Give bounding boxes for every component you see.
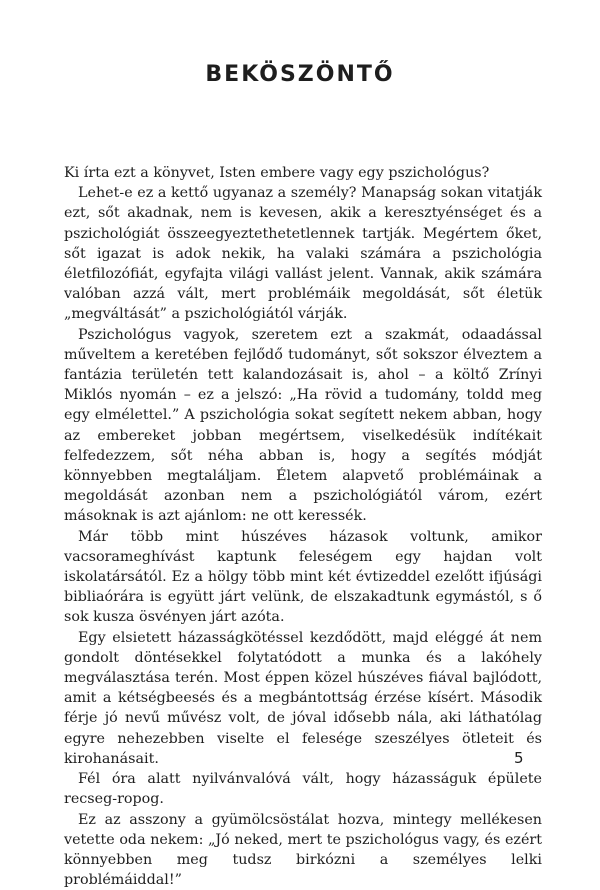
paragraph: Ez az asszony a gyümölcsöstálat hozva, mintegy mellékesen vetette oda nekem: „Jó neked, mert te pszichológus vagy, és ezért könnyebben meg tudsz birkózni a személyes lelki problémáiddal!” (64, 810, 542, 890)
chapter-title: BEKÖSZÖNTŐ (0, 62, 600, 87)
page-number: 5 (514, 749, 524, 767)
paragraph: Ki írta ezt a könyvet, Isten embere vagy egy pszichológus? (64, 163, 542, 183)
paragraph: Fél óra alatt nyilvánvalóvá vált, hogy házasságuk épülete recseg-ropog. (64, 769, 542, 809)
paragraph: Lehet-e ez a kettő ugyanaz a személy? Manapság sokan vitatják ezt, sőt akadnak, nem is kevesen, akik a keresztyénséget és a pszichológiát összeegyeztethetetlennek tartják. Megértem őket, sőt igazat is adok nekik, ha valaki számára a pszichológia életfilozófiát, egyfajta világi vallást jelent. Vannak, akik számára valóban azzá vált, mert problémáik megoldását, sőt életük „megváltását” a pszichológiától várják. (64, 183, 542, 324)
paragraph: Egy elsietett házasságkötéssel kezdődött, majd eléggé át nem gondolt döntésekkel folytatódott a munka és a lakóhely megválasztása terén. Most éppen közel húszéves fiával bajlódott, amit a kétségbeesés és a megbántottság érzése kísért. Második férje jó nevű művész volt, de jóval idősebb nála, aki láthatólag egyre nehezebben viselte el felesége szeszélyes ötleteit és kirohanásait. (64, 628, 542, 769)
paragraph: Pszichológus vagyok, szeretem ezt a szakmát, odaadással műveltem a keretében fejlődő tudományt, sőt sokszor élveztem a fantázia területén tett kalandozásait is, ahol – a költő Zrínyi Miklós nyomán – ez a jelszó: „Ha rövid a tudomány, toldd meg egy elmélettel.” A pszichológia sokat segített nekem abban, hogy az embereket jobban megértsem, viselkedésük indítékait felfedezzem, sőt néha abban is, hogy a segítés módját könnyebben megtaláljam. Életem alapvető problémáinak a megoldását azonban nem a pszichológiától várom, ezért másoknak is azt ajánlom: ne ott keressék. (64, 325, 542, 527)
paragraph: Már több mint húszéves házasok voltunk, amikor vacsorameghívást kaptunk feleségem egy hajdan volt iskolatársától. Ez a hölgy több mint két évtizeddel ezelőtt ifjúsági bibliaórára is együtt járt velünk, de elszakadtunk egymástól, s ő sok kusza ösvényen járt azóta. (64, 527, 542, 628)
body-text (64, 163, 542, 890)
